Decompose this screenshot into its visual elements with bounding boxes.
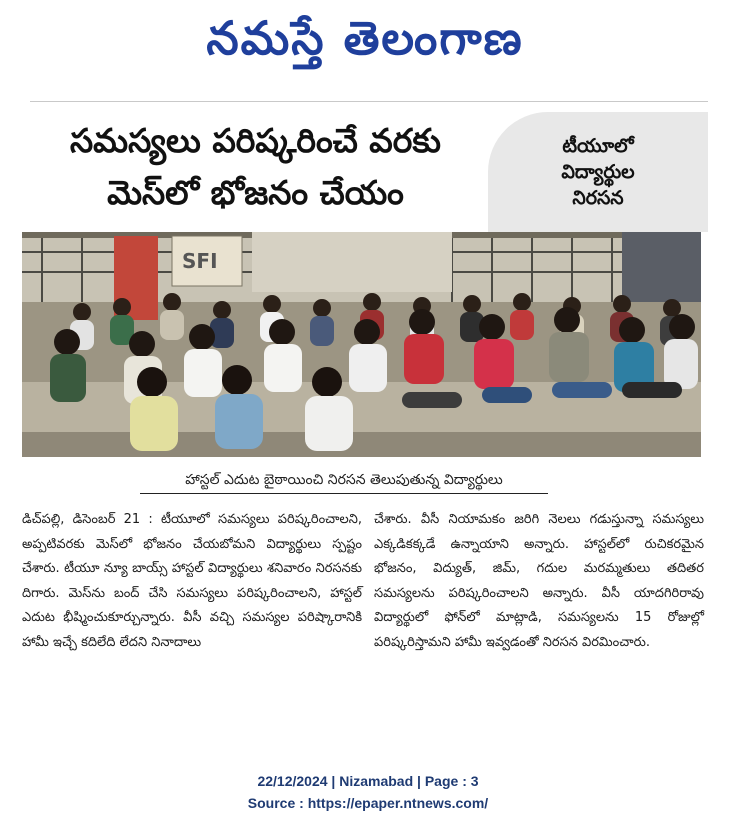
- photo-caption: హాస్టల్ ఎదుట బైఠాయించి నిరసన తెలుపుతున్న విద్యార్థులు: [140, 469, 548, 494]
- banner-text: SFI: [182, 249, 218, 273]
- footer-source: Source : https://epaper.ntnews.com/: [247, 795, 489, 811]
- article-body-column-2: [374, 508, 704, 655]
- body-paragraph-2: చేశారు. వీసీ నియామకం జరిగి నెలలు గడుస్తున్నా సమస్యలు ఎక్కడికక్కడే ఉన్నాయాని అన్నారు. హాస్టల్‌లో రుచికరమైన భోజనం, విద్యుత్, జిమ్, గదుల మరమ్మతులు తదితర సమస్యలను పరిష్కరించాలని అన్నారు. వీసీ యాదగిరిరావు విద్యార్థులో ఫోన్‌లో మాట్లాడి, సమస్యలను 15 రోజుల్లో పరిష్కరిస్తామని హామీ ఇవ్వడంతో నిరసన విరమించారు.: [374, 512, 704, 650]
- article-headline: [28, 120, 483, 214]
- protest-photo-illustration: [22, 232, 701, 457]
- footer-dateline: 22/12/2024 | Nizamabad | Page : 3: [257, 773, 479, 789]
- badge-line-2: విద్యార్థుల: [561, 161, 635, 183]
- masthead: [0, 0, 736, 100]
- article-body-column-1: [22, 508, 362, 655]
- headline-line-2: మెస్‌లో భోజనం చేయం: [107, 173, 404, 212]
- headline-line-1: సమస్యలు పరిష్కరించే వరకు: [70, 121, 441, 160]
- masthead-divider: [30, 101, 708, 102]
- newspaper-logo: నమస్తే తెలంగాణ: [206, 11, 524, 65]
- body-paragraph-1: డిచ్‌పల్లి, డిసెంబర్ 21 : టీయూలో సమస్యలు పరిష్కరించాలని, అప్పటివరకు మెస్‌లో భోజనం చేయబోమని విద్యార్థులు స్పష్టం చేశారు. టీయూ న్యూ బాయ్స్ హాస్టల్ విద్యార్థులు శనివారం నిరసనకు దిగారు. మెస్‌ను బంద్ చేసి సమస్యలు పరిష్కరించాలని, హాస్టల్ ఎదుట భీష్మించుకూర్చున్నారు. వీసీ వచ్చి సమస్యల పరిష్కారానికి హామీ ఇచ్చే కదిలేది లేదని నినాదాలు: [22, 512, 362, 650]
- badge-line-1: టీయూలో: [562, 135, 634, 157]
- kicker-badge: [488, 112, 708, 232]
- news-photo: [22, 232, 701, 457]
- badge-line-3: నిరసన: [572, 187, 624, 209]
